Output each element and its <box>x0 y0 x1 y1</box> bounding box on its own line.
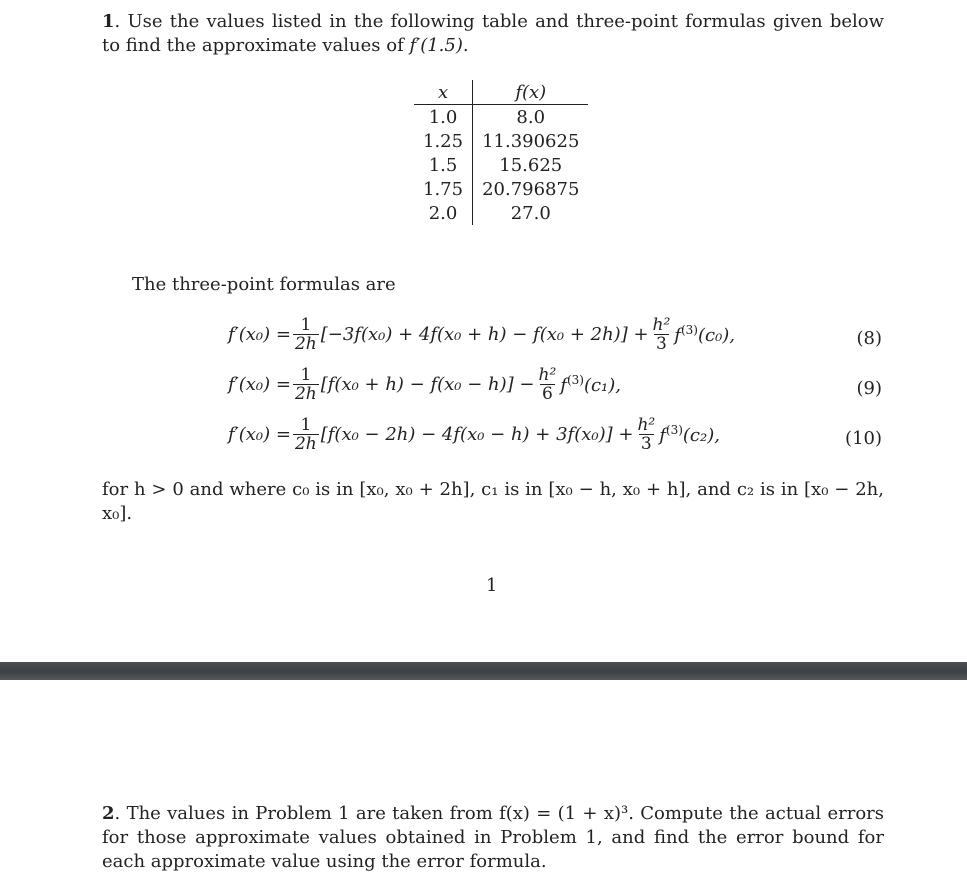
equation-10 <box>228 416 720 453</box>
problem-1-number: 1 <box>102 11 115 32</box>
equation-8 <box>228 316 735 353</box>
derivative-f: f <box>560 375 567 396</box>
problem-2-text: . The values in Problem 1 are taken from f(x) = (1 + x)³. Compute the actual errors for those approximate values obtained in Problem 1, and find the error bound for each approximate value using the error formula. <box>102 803 884 872</box>
table-row <box>414 153 588 177</box>
equation-body: [−3f(x₀) + 4f(x₀ + h) − f(x₀ + 2h)] + <box>320 324 649 345</box>
page-2 <box>0 680 967 896</box>
equation-derivative <box>674 323 735 346</box>
conditions-text: for h > 0 and where c₀ is in [x₀, x₀ + 2h], c₁ is in [x₀ − h, x₀ + h], and c₂ is in [x₀ − 2h, x₀]. <box>102 479 884 524</box>
table-cell-x: 1.5 <box>414 153 473 177</box>
table-cell-x: 2.0 <box>414 201 473 225</box>
table-header-x: x <box>414 80 473 105</box>
fraction-numerator: 1 <box>300 365 312 385</box>
problem-1-text: . Use the values listed in the following table and three-point formulas given below to find the approximate values of <box>102 11 884 56</box>
table-cell-x: 1.25 <box>414 129 473 153</box>
formulas-intro: The three-point formulas are <box>132 274 396 295</box>
equation-number-8: (8) <box>856 328 882 349</box>
equation-number-10: (10) <box>845 428 882 449</box>
fraction-h2-over-3 <box>635 416 657 453</box>
equation-9 <box>228 366 621 403</box>
equation-lhs: f′(x₀) = <box>228 324 291 345</box>
derivative-order: (3) <box>566 373 584 387</box>
table-cell-fx: 8.0 <box>516 106 546 128</box>
equation-body: [f(x₀ − 2h) − 4f(x₀ − h) + 3f(x₀)] + <box>320 424 634 445</box>
equation-derivative <box>659 423 720 446</box>
equation-lhs: f′(x₀) = <box>228 424 291 445</box>
fraction-numerator: 1 <box>300 415 312 435</box>
problem-1-statement <box>102 10 884 58</box>
fraction-1-over-2h <box>293 316 319 353</box>
derivative-f: f <box>674 325 681 346</box>
table-cell-x: 1.0 <box>414 105 473 130</box>
problem-1-target: f′(1.5) <box>409 35 463 56</box>
equation-body: [f(x₀ + h) − f(x₀ − h)] − <box>320 374 535 395</box>
table-row <box>414 105 588 130</box>
fraction-denominator: 2h <box>294 434 317 454</box>
table-cell-fx: 11.390625 <box>482 130 580 152</box>
table-cell-fx: 15.625 <box>499 154 563 176</box>
fraction-1-over-2h <box>293 366 319 403</box>
table-cell-fx: 20.796875 <box>482 178 580 200</box>
equation-lhs: f′(x₀) = <box>228 374 291 395</box>
fraction-1-over-2h <box>293 416 319 453</box>
table-row <box>414 177 588 201</box>
problem-2-number: 2 <box>102 803 115 824</box>
fraction-h2-over-3 <box>651 316 673 353</box>
fraction-denominator: 6 <box>541 384 553 404</box>
fraction-denominator: 3 <box>656 334 667 354</box>
derivative-order: (3) <box>665 423 683 437</box>
table-row <box>414 201 588 225</box>
derivative-order: (3) <box>680 323 698 337</box>
fraction-numerator: h² <box>652 315 671 335</box>
equation-number-9: (9) <box>856 378 882 399</box>
fraction-denominator: 3 <box>640 434 652 454</box>
table-cell-x: 1.75 <box>414 177 473 201</box>
problem-1-period: . <box>462 35 469 56</box>
values-table <box>414 80 588 225</box>
table-cell-fx: 27.0 <box>510 202 551 224</box>
page-number: 1 <box>486 575 498 596</box>
fraction-h2-over-6 <box>537 366 559 403</box>
equation-derivative <box>560 373 621 396</box>
fraction-numerator: 1 <box>300 315 312 335</box>
fraction-numerator: h² <box>637 415 656 435</box>
derivative-arg: (c₂), <box>682 425 720 446</box>
table-header-fx: f(x) <box>473 80 589 105</box>
fraction-numerator: h² <box>538 365 557 385</box>
table-header-row <box>414 80 588 105</box>
page-separator <box>0 662 967 680</box>
fraction-denominator: 2h <box>294 334 317 354</box>
derivative-arg: (c₁), <box>583 375 622 396</box>
fraction-denominator: 2h <box>294 384 317 404</box>
derivative-arg: (c₀), <box>697 325 736 346</box>
derivative-f: f <box>659 425 666 446</box>
table-row <box>414 129 588 153</box>
problem-2-statement <box>102 802 884 874</box>
